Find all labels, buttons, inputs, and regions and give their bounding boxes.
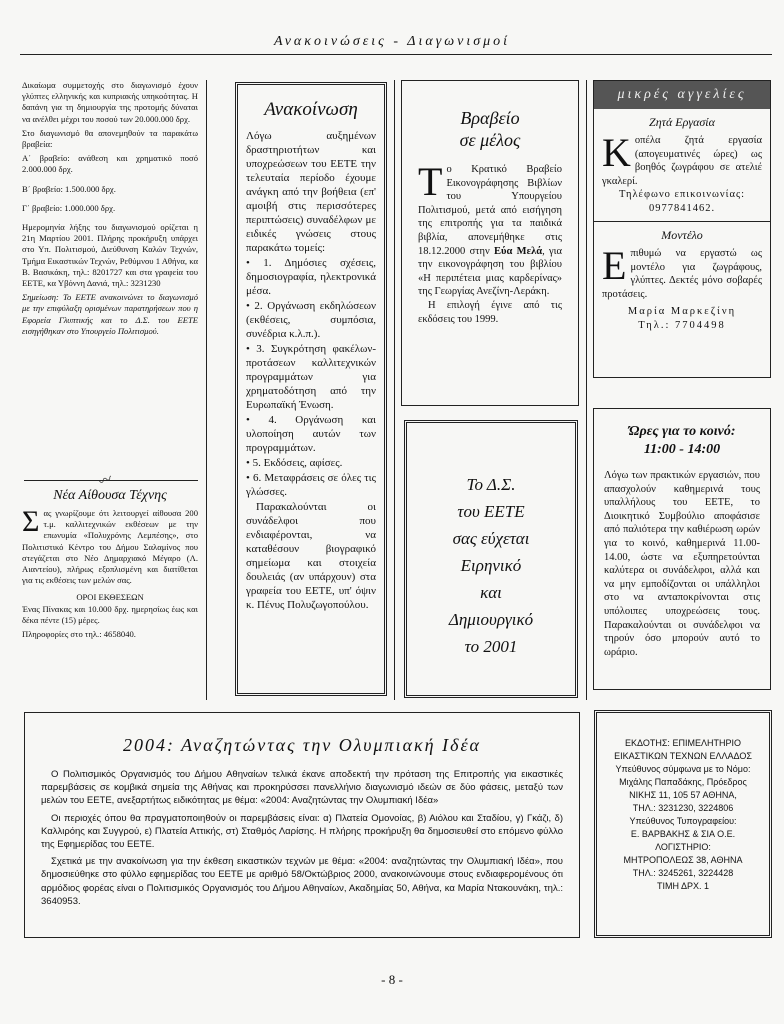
prize-winner: Εύα Μελά [494,245,543,257]
column-rule [206,80,207,700]
ads-divider [594,221,770,222]
page-header: Ανακοινώσεις - Διαγωνισμοί [273,34,511,49]
contest-paragraph: Β΄ βραβείο: 1.500.000 δρχ. [22,183,116,194]
publisher-line: Υπεύθυνος Τυπογραφείου: [629,816,737,826]
ads-section-title: Μοντέλο [661,228,703,242]
contest-note: Σημείωση: Το ΕΕΤΕ ανακοινώνει το διαγωνισμό με την επιφύλαξη ορισμένων παρατηρήσεων που η Εφορεία Γλυπτικής και το Δ.Σ. του ΕΕΤΕ εισηγήθηκαν στο Υπουργείο Πολιτισμού. [22,292,198,336]
publisher-line: ΝΙΚΗΣ 11, 105 57 ΑΘΗΝΑ, [629,790,737,800]
olympic-title: 2004: Αναζητώντας την Ολυμπιακή Ιδέα [122,735,481,755]
publisher-line: Υπεύθυνος σύμφωνα με το Νόμο: [615,764,751,774]
contest-paragraph: Δικαίωμα συμμετοχής στο διαγωνισμό έχουν γλύπτες ελληνικής και κυπριακής υπηκοότητας. Η δαπάνη για τη δημιουργία της προτομής δύναται να ανέλθει μέχρι του ποσού των 20.000.000 δρχ. [22,80,198,124]
prize-box [401,80,579,406]
ornament-icon: 〰 [96,471,115,491]
publisher-line: Ε. ΒΑΡΒΑΚΗΣ & ΣΙΑ Ο.Ε. [630,829,736,839]
prize-dropcap: Τ [418,159,443,204]
contest-paragraph: Α΄ βραβείο: ανάθεση και χρηματικό ποσό 2.000.000 δρχ. [22,153,198,175]
ads-section-body [594,130,770,215]
column-rule [586,80,587,700]
announcement-item: • 5. Εκδόσεις, αφίσες. [246,457,343,469]
ads-text: πιθυμώ να εργαστώ ως μοντέλο για ζωγράφους, γλύπτες. Δεκτές μόνο σοβαρές προτάσεις. [602,248,762,300]
olympic-box [24,712,580,938]
hours-time: 11:00 - 14:00 [643,442,721,457]
ads-section-body [594,243,770,332]
greeting-line: και [480,583,502,602]
announcement-item: • 2. Οργάνωση εκδηλώσεων (εκθέσεις, συμπόσια, συνέδρια κ.λ.π.). [246,300,376,340]
announcement-item: • 6. Μεταφράσεις σε όλες τις γλώσσες. [246,472,376,498]
prize-title [402,107,578,151]
announcement-item: • 3. Συγκρότηση φακέλων-προτάσεων καλλιτεχνικών προγραμμάτων για χρηματοδότηση από την Ευρωπαϊκή Ένωση. [246,343,376,411]
publisher-line: Μιχάλης Παπαδάκης, Πρόεδρος [619,777,747,787]
announcement-intro: Λόγω αυξημένων δραστηριοτήτων και υποχρεώσεων του ΕΕΤΕ την τελευταία περίοδο έχουμε ανάγκη από την βοήθεια (επ' αμοιβή στις περισσότερες περιπτώσεις) συναδέλφων με ειδικές γνώσεις στους παρακάτω τομείς: [246,130,376,254]
ads-section-title: Ζητά Εργασία [649,115,715,129]
ads-name: Μαρία Μαρκεζίνη [627,306,737,317]
header-rule [20,54,772,55]
contest-paragraph: Γ΄ βραβείο: 1.000.000 δρχ. [22,202,116,213]
greeting-line: Δημιουργικό [448,610,534,629]
hours-body: Λόγω των πρακτικών εργασιών, που απασχολούν καθημερινά τους υπαλλήλους του ΕΕΤΕ, το Διοικητικό Συμβούλιο αποφάσισε από παλιότερα την καθιέρωση ωρών για το κοινό, καθημερινά 11.00-14.00, ώστε να εξυπηρετούνται καλύτερα οι συνάδελφοι, αλλά και να μην εμποδίζονται οι υπάλληλοι στο να ανταποκρίνονται στις υπόλοιπες υποχρεώσεις τους. Παρακαλούνται οι συνάδελφοι να τηρούν όσο μπορούν αυτό το ωράριο. [604,470,760,658]
publisher-line: ΜΗΤΡΟΠΟΛΕΩΣ 38, ΑΘΗΝΑ [623,855,743,865]
contest-paragraph: Ημερομηνία λήξης του διαγωνισμού ορίζεται η 21η Μαρτίου 2001. Πλήρης προκήρυξη υπάρχει στο Υπ. Πολιτισμού, Διεύθυνση Καλών Τεχνών, Τμήμα Εικαστικών Τεχνών, Ρεθύμνου 1 Αθήνα, κα Β. Βασικάκη, τηλ.: 8201727 και στα γραφεία του ΕΕΤΕ, κα Υβόννη Δανιά, τηλ.: 3231230 [22,222,198,289]
announcement-item: • 4. Οργάνωση και υλοποίηση αυτών των προγραμμάτων. [246,414,376,454]
greeting-box [404,420,578,698]
olympic-paragraph: Σχετικά με την ανακοίνωση για την έκθεση εικαστικών τεχνών με θέμα: «2004: αναζητώντας την Ολυμπιακή Ιδέα», που δημοσιεύθηκε στο φύλλο εφημερίδας του ΕΕΤΕ με αριθμό 58/Οκτώβριος 2000, ανακοινώνουμε στους ενδιαφερομένους ότι αρμόδιος φορέας είναι ο Πολιτισμικός Οργανισμός του Δήμου Αθηναίων, Ακαδημίας 50, Αθήνα, κα Μαρία Ντακουνάκη, τηλ.: 3640953. [41,856,563,907]
prize-body [402,159,578,326]
ads-text: οπέλα ζητά εργασία (απογευματινές ώρες) ως βοηθός ζωγράφου σε ατελιέ γκαλερί. [602,135,762,187]
publisher-line: ΤΙΜΗ ΔΡΧ. 1 [656,881,710,891]
olympic-paragraph: Ο Πολιτισμικός Οργανισμός του Δήμου Αθηναίων τελικά έκανε αποδεκτή την πρόταση της Επιτροπής για εικαστικές παρεμβάσεις σε κομβικά σημεία της Αθήνας και προκηρύσσει πανελλήνιο διαγωνισμό ιδεών σε δύο φάσεις, μεταξύ των μελών του ΕΕΤΕ, ανεξαρτήτως ειδικότητας με θέμα: «2004: Αναζητώντας την Ολυμπιακή Ιδέα» [41,769,563,807]
announcement-body [238,129,384,612]
prize-text-a: ο Κρατικό Βραβείο Εικονογράφησης Βιβλίων του Υπουργείου Πολιτισμού, μετά από εισήγηση της επιτροπής για τα παιδικά βιβλία, απονεμήθηκε στις 18.12.2000 στην [418,164,562,257]
publisher-line: ΤΗΛ.: 3245261, 3224428 [632,868,734,878]
announcement-title: Ανακοίνωση [264,99,358,120]
ads-box [593,80,771,378]
announcement-item: • 1. Δημόσιες σχέσεις, δημοσιογραφία, ηλεκτρονικά μέσα. [246,257,376,297]
hall-dropcap: Σ [22,508,40,538]
greeting-line: το 2001 [464,637,518,656]
publisher-line: ΕΚΔΟΤΗΣ: ΕΠΙΜΕΛΗΤΗΡΙΟ [625,738,741,748]
greeting-line: Ειρηνικό [460,556,522,575]
hours-title [594,423,770,459]
publisher-line: ΕΙΚΑΣΤΙΚΩΝ ΤΕΧΝΩΝ ΕΛΛΑΔΟΣ [614,751,752,761]
contest-paragraph: Στο διαγωνισμό θα απονεμηθούν τα παρακάτω βραβεία: [22,127,198,150]
ads-phone: Τηλ.: 7704498 [638,319,726,331]
hall-body [22,508,198,698]
olympic-body [25,768,579,908]
publisher-box [594,710,772,938]
hall-terms-title: ΟΡΟΙ ΕΚΘΕΣΕΩΝ [76,592,144,603]
hours-title-line: Ώρες για το κοινό: [628,424,736,439]
prize-title-line: Βραβείο [460,108,520,128]
page-number: - 8 - [381,972,403,987]
column-rule [394,80,395,700]
announcement-outro: Παρακαλούνται οι συνάδελφοι που ενδιαφέρονται, να καταθέσουν βιογραφικό σημείωμα και στοιχεία δουλειάς (αν υπάρχουν) στα γραφεία του ΕΕΤΕ, υπ' όψιν κ. Πένυς Πολυζωγοπούλου. [246,501,376,611]
hall-info: Πληροφορίες στο τηλ.: 4658040. [22,629,136,640]
announcement-box [235,82,387,696]
hall-terms: Ένας Πίνακας και 10.000 δρχ. ημερησίως έως και δέκα πέντε (15) μέρες. [22,603,198,625]
ads-banner: μικρές αγγελίες [594,81,770,109]
publisher-line: ΛΟΓΙΣΤΗΡΙΟ: [655,842,711,852]
greeting-line: σας εύχεται [452,529,530,548]
publisher-line: ΤΗΛ.: 3231230, 3224806 [632,803,734,813]
divider [24,480,198,481]
hall-title: Νέα Αίθουσα Τέχνης [53,488,167,503]
prize-text-b: , για την εικονογράφηση του βιβλίου «Η περιπέτεια μιας καρδερίνας» της Γεωργίας Ανεζίνη-Λεράκη. [418,245,563,298]
hall-text: ας γνωρίζουμε ότι λειτουργεί αίθουσα 200 τ.μ. καλλιτεχνικών εκθέσεων με την επωνυμία «Πολυχρόνης Λεμπέσης», στο Πολιτιστικό Κέντρο του Δήμου Σαλαμίνος που στεγάζεται στο Νέο Δημαρχιακό Μέγαρο (Λ. Αιαντείου), πλήρως εξοπλισμένη και διατίθεται για τις εκθέσεις των μελών σας. [22,508,198,586]
prize-note: Η επιλογή έγινε από τις εκδόσεις του 1999. [418,299,562,325]
hours-box [593,408,771,690]
ads-phone: Τηλέφωνο επικοινωνίας: 0977841462. [618,189,746,214]
prize-title-line: σε μέλος [459,130,521,150]
contest-column [22,80,198,340]
ads-dropcap: Κ [602,130,631,175]
greeting-line: Το Δ.Σ. [466,475,516,494]
greeting-line: του ΕΕΤΕ [457,502,525,521]
olympic-paragraph: Οι περιοχές όπου θα πραγματοποιηθούν οι παρεμβάσεις είναι: α) Πλατεία Ομονοίας, β) Αιόλου και Σταδίου, γ) Γκάζι, δ) Καλλιρόης και Συγγρού, ε) Πλατεία Αττικής, στ) Σταθμός Λαρίσης. Η πλήρης προκήρυξη θα δημοσιευθεί στο επόμενο φύλλο της Εφημερίδας του ΕΕΤΕ. [41,812,563,851]
ads-dropcap: Ε [602,243,627,288]
